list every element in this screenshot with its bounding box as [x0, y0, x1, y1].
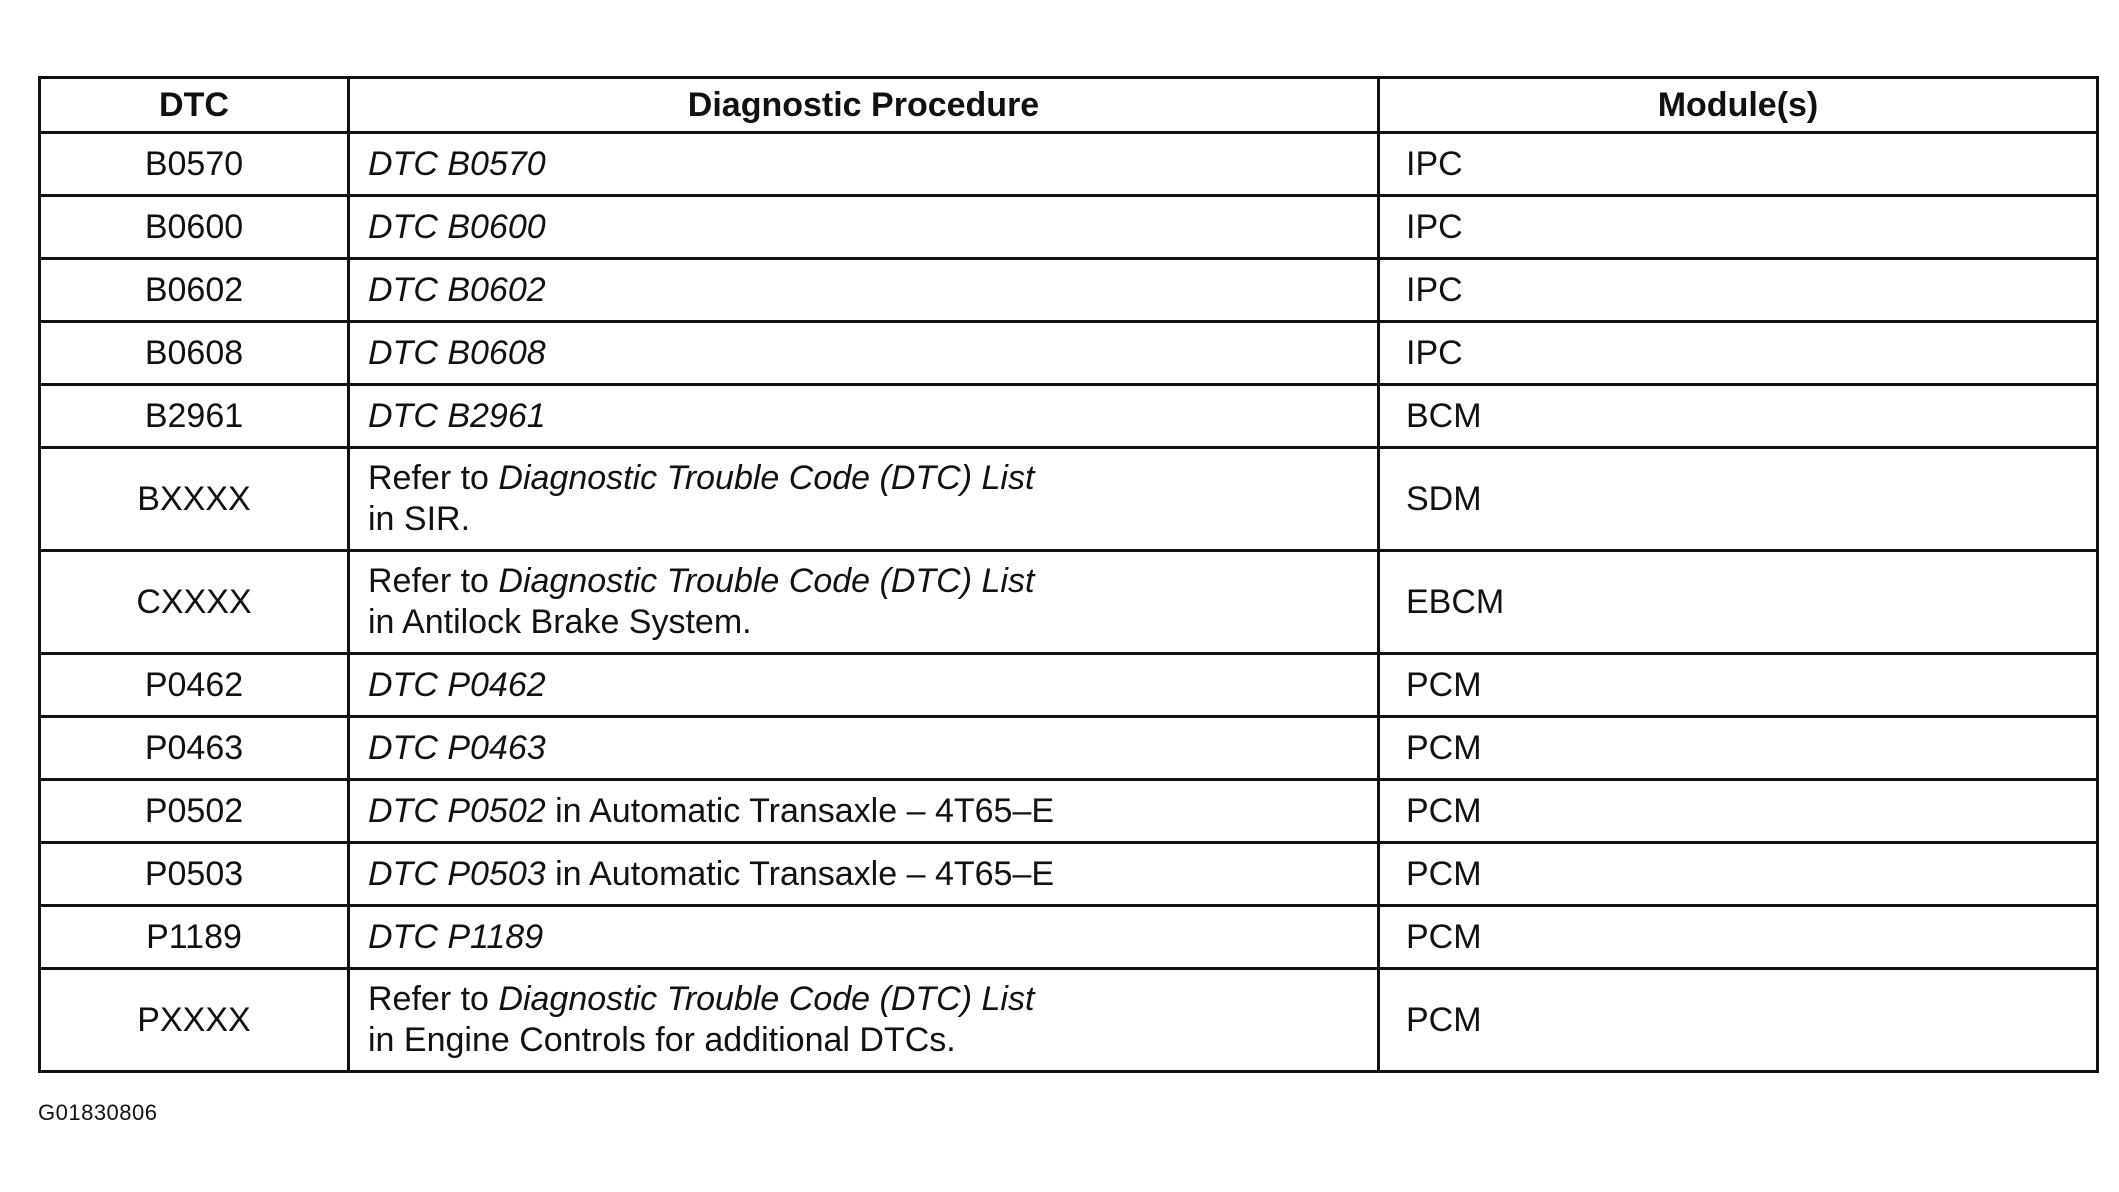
- procedure-line: [368, 602, 1351, 643]
- dtc-code-cell: CXXXX: [40, 551, 349, 654]
- procedure-text: in Antilock Brake System.: [368, 603, 752, 641]
- module-cell: EBCM: [1379, 551, 2098, 654]
- procedure-line: [368, 854, 1351, 895]
- module-cell: IPC: [1379, 322, 2098, 385]
- procedure-line: [368, 207, 1351, 248]
- procedure-reference-text: DTC P0463: [368, 728, 546, 767]
- module-cell: PCM: [1379, 780, 2098, 843]
- diagnostic-procedure-cell: [349, 448, 1379, 551]
- procedure-line: [368, 917, 1351, 958]
- module-cell: IPC: [1379, 259, 2098, 322]
- module-cell: PCM: [1379, 654, 2098, 717]
- diagnostic-procedure-cell: [349, 906, 1379, 969]
- procedure-text: Refer to: [368, 980, 499, 1018]
- table-header-row: [40, 78, 2098, 133]
- dtc-code-cell: P0462: [40, 654, 349, 717]
- table-row: [40, 196, 2098, 259]
- procedure-line: [368, 144, 1351, 185]
- dtc-code-cell: B0608: [40, 322, 349, 385]
- table-row: [40, 654, 2098, 717]
- procedure-text: in Automatic Transaxle – 4T65–E: [545, 791, 1055, 830]
- procedure-reference-text: DTC B2961: [368, 396, 546, 435]
- procedure-reference-text: DTC P0462: [368, 665, 546, 704]
- table-row: [40, 133, 2098, 196]
- procedure-text: in Automatic Transaxle – 4T65–E: [545, 854, 1055, 893]
- procedure-text: Refer to: [368, 562, 499, 600]
- table-row: [40, 259, 2098, 322]
- diagnostic-procedure-cell: [349, 322, 1379, 385]
- module-cell: PCM: [1379, 717, 2098, 780]
- table-row: [40, 906, 2098, 969]
- module-cell: PCM: [1379, 906, 2098, 969]
- table-row: [40, 843, 2098, 906]
- procedure-reference-text: DTC P0503: [368, 854, 546, 893]
- procedure-reference-text: DTC B0570: [368, 144, 546, 183]
- procedure-line: [368, 561, 1351, 602]
- module-cell: SDM: [1379, 448, 2098, 551]
- procedure-text: Refer to: [368, 459, 499, 497]
- diagnostic-procedure-cell: [349, 969, 1379, 1072]
- diagnostic-procedure-cell: [349, 259, 1379, 322]
- table-row: [40, 780, 2098, 843]
- procedure-line: [368, 1020, 1351, 1061]
- dtc-code-cell: P0463: [40, 717, 349, 780]
- procedure-reference-text: DTC B0600: [368, 207, 546, 246]
- diagnostic-procedure-cell: [349, 551, 1379, 654]
- diagnostic-procedure-cell: [349, 196, 1379, 259]
- dtc-code-cell: B0570: [40, 133, 349, 196]
- procedure-line: [368, 270, 1351, 311]
- diagnostic-procedure-cell: [349, 843, 1379, 906]
- table-row: [40, 551, 2098, 654]
- table-row: [40, 385, 2098, 448]
- module-cell: BCM: [1379, 385, 2098, 448]
- dtc-code-cell: BXXXX: [40, 448, 349, 551]
- procedure-line: [368, 333, 1351, 374]
- header-diagnostic-procedure: Diagnostic Procedure: [349, 78, 1379, 133]
- header-dtc: DTC: [40, 78, 349, 133]
- dtc-table: [38, 76, 2099, 1073]
- dtc-code-cell: P1189: [40, 906, 349, 969]
- procedure-line: [368, 458, 1351, 499]
- procedure-reference-text: Diagnostic Trouble Code (DTC) List: [498, 980, 1035, 1018]
- procedure-line: [368, 665, 1351, 706]
- module-cell: IPC: [1379, 133, 2098, 196]
- procedure-text: in SIR.: [368, 500, 471, 538]
- procedure-line: [368, 499, 1351, 540]
- procedure-line: [368, 396, 1351, 437]
- dtc-code-cell: B0600: [40, 196, 349, 259]
- figure-id: G01830806: [38, 1100, 158, 1125]
- table-row: [40, 448, 2098, 551]
- table-row: [40, 717, 2098, 780]
- table-row: [40, 322, 2098, 385]
- module-cell: IPC: [1379, 196, 2098, 259]
- procedure-line: [368, 979, 1351, 1020]
- procedure-reference-text: DTC B0602: [368, 270, 546, 309]
- header-modules: Module(s): [1379, 78, 2098, 133]
- dtc-code-cell: B2961: [40, 385, 349, 448]
- table-body: [40, 133, 2098, 1072]
- dtc-code-cell: PXXXX: [40, 969, 349, 1072]
- module-cell: PCM: [1379, 969, 2098, 1072]
- procedure-reference-text: DTC P0502: [368, 791, 546, 830]
- procedure-line: [368, 728, 1351, 769]
- table-row: [40, 969, 2098, 1072]
- diagnostic-procedure-cell: [349, 654, 1379, 717]
- procedure-reference-text: DTC B0608: [368, 333, 546, 372]
- diagnostic-procedure-cell: [349, 133, 1379, 196]
- diagnostic-procedure-cell: [349, 385, 1379, 448]
- procedure-reference-text: DTC P1189: [368, 917, 544, 956]
- dtc-code-cell: P0502: [40, 780, 349, 843]
- procedure-text: in Engine Controls for additional DTCs.: [368, 1021, 956, 1059]
- dtc-code-cell: B0602: [40, 259, 349, 322]
- dtc-code-cell: P0503: [40, 843, 349, 906]
- procedure-reference-text: Diagnostic Trouble Code (DTC) List: [498, 562, 1035, 600]
- module-cell: PCM: [1379, 843, 2098, 906]
- diagnostic-procedure-cell: [349, 717, 1379, 780]
- procedure-line: [368, 791, 1351, 832]
- diagnostic-procedure-cell: [349, 780, 1379, 843]
- procedure-reference-text: Diagnostic Trouble Code (DTC) List: [498, 459, 1035, 497]
